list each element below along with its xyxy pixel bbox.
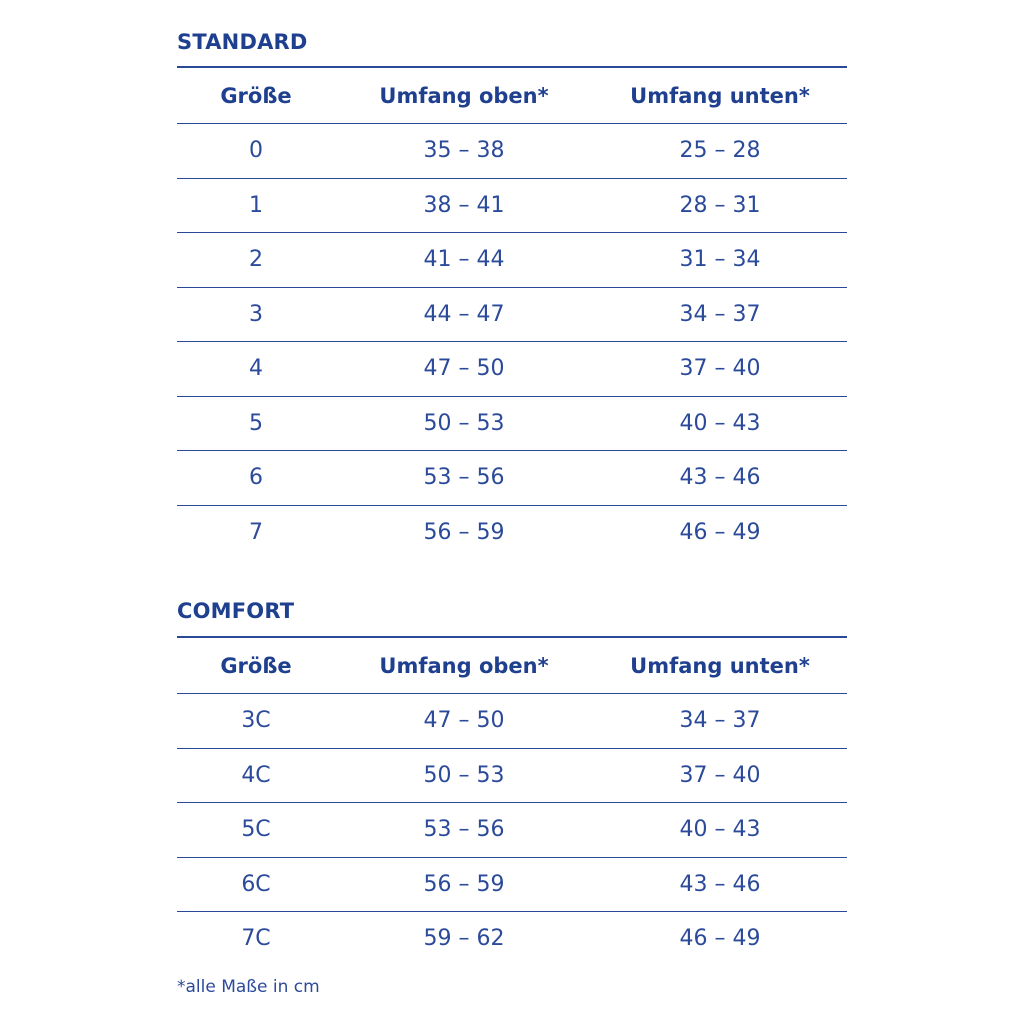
table-row [177,342,847,397]
table-row [177,857,847,912]
upper-circumference-cell: 50 – 53 [335,396,593,451]
table-header-row [177,67,847,124]
footnote: *alle Maße in cm [177,977,320,997]
upper-circumference-cell: 44 – 47 [335,287,593,342]
upper-circumference-cell: 56 – 59 [423,519,505,545]
lower-circumference-cell: 31 – 34 [593,233,847,288]
table-row [177,803,847,858]
lower-circumference-cell: 43 – 46 [593,857,847,912]
size-cell: 5 [177,396,335,451]
column-header-lower-circumference: Umfang unten* [593,637,847,694]
size-cell: 3 [177,287,335,342]
lower-circumference-cell: 34 – 37 [593,694,847,749]
lower-circumference-cell: 43 – 46 [593,451,847,506]
size-cell: 3C [177,694,335,749]
section-title-comfort: COMFORT [177,599,295,623]
upper-circumference-cell: 41 – 44 [335,233,593,288]
lower-circumference-cell: 40 – 43 [593,396,847,451]
column-header-lower-circumference: Umfang unten* [593,67,847,124]
table-row [177,287,847,342]
size-cell: 1 [177,178,335,233]
lower-circumference-cell: 34 – 37 [593,287,847,342]
lower-circumference-cell: 46 – 49 [679,926,761,952]
size-cell: 4C [177,748,335,803]
column-header-size: Größe [177,637,335,694]
size-cell: 6 [177,451,335,506]
column-header-size: Größe [177,67,335,124]
column-header-upper-circumference: Umfang oben* [335,67,593,124]
lower-circumference-cell: 40 – 43 [593,803,847,858]
table-row [177,912,847,966]
size-cell: 7C [241,926,271,952]
size-cell: 2 [177,233,335,288]
lower-circumference-cell: 37 – 40 [593,342,847,397]
table-row [177,451,847,506]
upper-circumference-cell: 56 – 59 [335,857,593,912]
table-row [177,396,847,451]
table-row [177,505,847,559]
upper-circumference-cell: 53 – 56 [335,803,593,858]
size-cell: 5C [177,803,335,858]
column-header-upper-circumference: Umfang oben* [335,637,593,694]
table-row [177,748,847,803]
size-cell: 4 [177,342,335,397]
size-cell: 6C [177,857,335,912]
upper-circumference-cell: 53 – 56 [335,451,593,506]
upper-circumference-cell: 38 – 41 [335,178,593,233]
upper-circumference-cell: 35 – 38 [335,124,593,179]
size-table-comfort [177,636,847,966]
lower-circumference-cell: 37 – 40 [593,748,847,803]
table-row [177,694,847,749]
lower-circumference-cell: 46 – 49 [679,519,761,545]
upper-circumference-cell: 50 – 53 [335,748,593,803]
table-row [177,233,847,288]
upper-circumference-cell: 47 – 50 [335,342,593,397]
size-cell: 7 [249,519,263,545]
size-table-standard [177,66,847,559]
size-cell: 0 [177,124,335,179]
lower-circumference-cell: 28 – 31 [593,178,847,233]
section-title-standard: STANDARD [177,30,308,54]
table-header-row [177,637,847,694]
lower-circumference-cell: 25 – 28 [593,124,847,179]
table-row [177,124,847,179]
upper-circumference-cell: 47 – 50 [335,694,593,749]
upper-circumference-cell: 59 – 62 [423,926,505,952]
table-row [177,178,847,233]
